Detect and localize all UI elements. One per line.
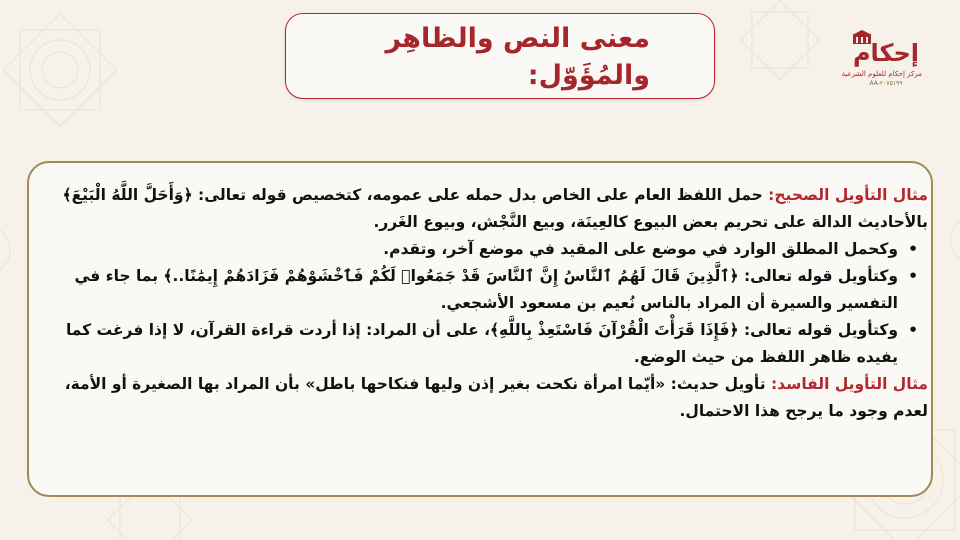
logo-name: إحكام bbox=[852, 39, 920, 67]
bullet-icon: • bbox=[908, 321, 918, 339]
title-box bbox=[285, 13, 715, 99]
bullet-icon: • bbox=[908, 240, 918, 258]
examples-list bbox=[30, 236, 928, 371]
bullet-icon: • bbox=[908, 267, 918, 285]
invalid-interpretation-paragraph bbox=[30, 371, 928, 425]
title-line-2: والمُؤَوّل: bbox=[527, 60, 650, 91]
correct-interpretation-label: مثال التأويل الصحيح: bbox=[768, 186, 928, 204]
list-item bbox=[30, 263, 928, 317]
list-item-text: وكحمل المطلق الوارد في موضع على المقيد في موضع آخر، وتقدم. bbox=[383, 240, 898, 258]
correct-interpretation-text: حمل اللفظ العام على الخاص بدل حمله على عمومه، كتخصيص قوله تعالى: ﴿وَأَحَلَّ اللَّهُ الْبَيْعَ﴾ بالأحاديث الدالة على تحريم بعض البيوع كالعِينَة، وبيع النَّجْش، وبيوع الغَرر. bbox=[62, 186, 928, 231]
invalid-interpretation-text: تأويل حديث: «أيّما امرأة نكحت بغير إذن وليها فنكاحها باطل» بأن المراد بها الصغيرة أو الأمة، لعدم وجود ما يرجح هذا الاحتمال. bbox=[64, 375, 928, 420]
invalid-interpretation-label: مثال التأويل الفاسد: bbox=[770, 375, 928, 393]
list-item-text: وكتأويل قوله تعالى: ﴿ٱلَّذِينَ قَالَ لَهُمُ ٱلنَّاسُ إِنَّ ٱلنَّاسَ قَدْ جَمَعُوا۟ لَكُمْ فَٱخْشَوْهُمْ فَزَادَهُمْ إِيمَٰنًا..﴾ بما جاء في التفسير والسيرة أن المراد بالناس نُعيم بن مسعود الأشجعي. bbox=[74, 267, 898, 312]
title-line-1: معنى النص والظاهِر bbox=[385, 23, 650, 54]
logo-code: AA-۲۰۷۵۱۹۹ bbox=[869, 80, 903, 87]
correct-interpretation-paragraph bbox=[30, 182, 928, 236]
list-item bbox=[30, 236, 928, 263]
list-item-text: وكتأويل قوله تعالى: ﴿فَإِذَا قَرَأْتَ الْقُرْآنَ فَاسْتَعِذْ بِاللَّهِ﴾، على أن المراد: إذا أردت قراءة القرآن، لا إذا فرغت كما يفيده ظاهر اللفظ من حيث الوضع. bbox=[65, 321, 898, 366]
logo-subtitle: مركز إحكام للعلوم الشرعية bbox=[841, 70, 922, 78]
list-item bbox=[30, 317, 928, 371]
content-body bbox=[30, 182, 928, 425]
logo bbox=[841, 28, 922, 94]
slide-title bbox=[350, 20, 650, 94]
